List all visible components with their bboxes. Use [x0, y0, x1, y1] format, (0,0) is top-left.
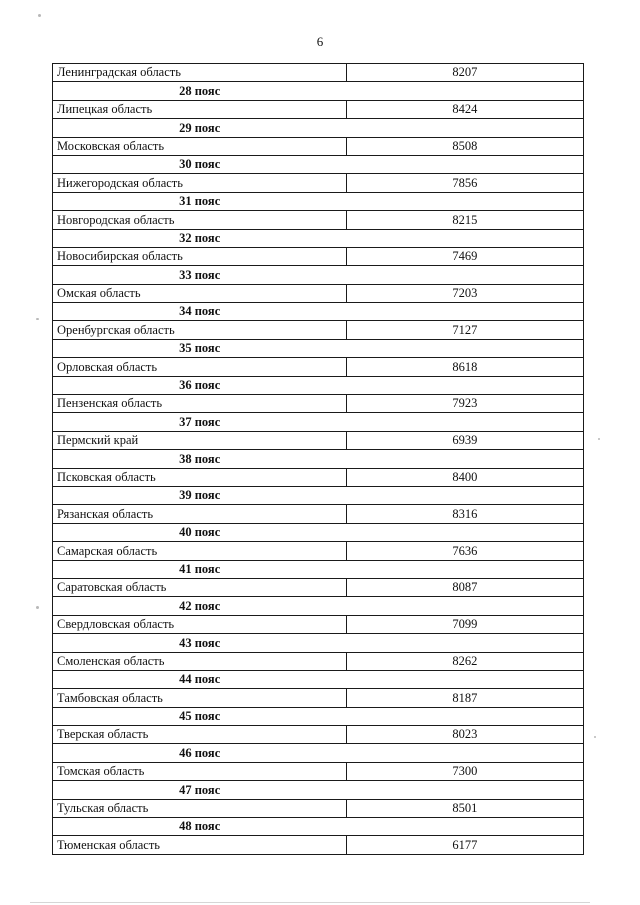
region-row — [53, 542, 584, 560]
region-value: 7127 — [346, 321, 583, 339]
zone-empty-cell — [346, 781, 583, 799]
zone-label: 37 пояс — [53, 413, 347, 431]
region-name: Орловская область — [53, 358, 347, 376]
scan-speck — [36, 318, 39, 320]
zone-empty-cell — [346, 597, 583, 615]
region-value: 7203 — [346, 284, 583, 302]
region-name: Омская область — [53, 284, 347, 302]
region-value: 8023 — [346, 726, 583, 744]
zone-label: 42 пояс — [53, 597, 347, 615]
page-number: 6 — [316, 34, 324, 49]
zone-empty-cell — [346, 744, 583, 762]
zone-empty-cell — [346, 818, 583, 836]
zone-empty-cell — [346, 376, 583, 394]
region-value: 7636 — [346, 542, 583, 560]
region-row — [53, 689, 584, 707]
region-value: 8087 — [346, 578, 583, 596]
region-name: Тюменская область — [53, 836, 347, 854]
zone-header-row — [53, 818, 584, 836]
scan-speck — [38, 14, 41, 17]
zone-label: 35 пояс — [53, 339, 347, 357]
region-name: Московская область — [53, 137, 347, 155]
zone-empty-cell — [346, 119, 583, 137]
region-name: Пермский край — [53, 431, 347, 449]
zone-header-row — [53, 744, 584, 762]
zone-label: 39 пояс — [53, 486, 347, 504]
region-value: 8187 — [346, 689, 583, 707]
zone-header-row — [53, 155, 584, 173]
region-row — [53, 652, 584, 670]
zone-header-row — [53, 303, 584, 321]
region-value: 8508 — [346, 137, 583, 155]
region-row — [53, 505, 584, 523]
table-body — [53, 64, 584, 855]
region-name: Ленинградская область — [53, 64, 347, 82]
region-value: 8207 — [346, 64, 583, 82]
region-value: 8501 — [346, 799, 583, 817]
zone-header-row — [53, 707, 584, 725]
region-value: 7099 — [346, 615, 583, 633]
region-value: 6939 — [346, 431, 583, 449]
region-row — [53, 615, 584, 633]
region-row — [53, 211, 584, 229]
region-row — [53, 174, 584, 192]
zone-header-row — [53, 634, 584, 652]
zone-label: 38 пояс — [53, 450, 347, 468]
region-row — [53, 247, 584, 265]
region-value: 8424 — [346, 100, 583, 118]
zone-header-row — [53, 339, 584, 357]
region-name: Саратовская область — [53, 578, 347, 596]
zone-label: 41 пояс — [53, 560, 347, 578]
zone-label: 46 пояс — [53, 744, 347, 762]
scan-speck — [594, 736, 596, 738]
zone-empty-cell — [346, 82, 583, 100]
zone-label: 36 пояс — [53, 376, 347, 394]
region-row — [53, 468, 584, 486]
region-value: 7923 — [346, 395, 583, 413]
zone-header-row — [53, 523, 584, 541]
region-value: 7300 — [346, 762, 583, 780]
region-value: 6177 — [346, 836, 583, 854]
region-row — [53, 836, 584, 854]
zone-header-row — [53, 192, 584, 210]
zone-empty-cell — [346, 155, 583, 173]
zone-label: 44 пояс — [53, 670, 347, 688]
region-name: Томская область — [53, 762, 347, 780]
zone-header-row — [53, 597, 584, 615]
region-name: Оренбургская область — [53, 321, 347, 339]
zone-header-row — [53, 82, 584, 100]
region-name: Пензенская область — [53, 395, 347, 413]
zone-empty-cell — [346, 486, 583, 504]
zone-empty-cell — [346, 634, 583, 652]
zone-header-row — [53, 486, 584, 504]
zone-header-row — [53, 670, 584, 688]
region-value: 7469 — [346, 247, 583, 265]
zone-label: 48 пояс — [53, 818, 347, 836]
zone-header-row — [53, 560, 584, 578]
zone-header-row — [53, 413, 584, 431]
region-name: Новгородская область — [53, 211, 347, 229]
zone-empty-cell — [346, 192, 583, 210]
zone-empty-cell — [346, 707, 583, 725]
region-row — [53, 726, 584, 744]
scan-edge-line — [30, 902, 590, 903]
region-row — [53, 284, 584, 302]
zone-label: 47 пояс — [53, 781, 347, 799]
region-row — [53, 799, 584, 817]
region-row — [53, 578, 584, 596]
region-value: 8618 — [346, 358, 583, 376]
zone-header-row — [53, 450, 584, 468]
zone-label: 28 пояс — [53, 82, 347, 100]
region-value: 8215 — [346, 211, 583, 229]
zone-empty-cell — [346, 339, 583, 357]
zone-empty-cell — [346, 229, 583, 247]
region-name: Тверская область — [53, 726, 347, 744]
zone-label: 29 пояс — [53, 119, 347, 137]
region-row — [53, 395, 584, 413]
zone-empty-cell — [346, 523, 583, 541]
region-value: 8262 — [346, 652, 583, 670]
zone-empty-cell — [346, 450, 583, 468]
zone-label: 34 пояс — [53, 303, 347, 321]
scan-speck — [598, 438, 600, 440]
region-value: 7856 — [346, 174, 583, 192]
zone-label: 31 пояс — [53, 192, 347, 210]
zone-label: 45 пояс — [53, 707, 347, 725]
region-name: Самарская область — [53, 542, 347, 560]
region-name: Новосибирская область — [53, 247, 347, 265]
region-name: Тульская область — [53, 799, 347, 817]
region-name: Липецкая область — [53, 100, 347, 118]
region-name: Тамбовская область — [53, 689, 347, 707]
zone-header-row — [53, 781, 584, 799]
zone-header-row — [53, 266, 584, 284]
zone-label: 32 пояс — [53, 229, 347, 247]
region-row — [53, 358, 584, 376]
region-name: Псковская область — [53, 468, 347, 486]
zone-label: 43 пояс — [53, 634, 347, 652]
zone-label: 40 пояс — [53, 523, 347, 541]
scan-speck — [36, 606, 39, 609]
zone-header-row — [53, 376, 584, 394]
region-row — [53, 762, 584, 780]
region-value: 8316 — [346, 505, 583, 523]
zone-salary-table — [52, 63, 584, 855]
region-name: Свердловская область — [53, 615, 347, 633]
zone-empty-cell — [346, 560, 583, 578]
region-row — [53, 137, 584, 155]
region-row — [53, 321, 584, 339]
zone-empty-cell — [346, 266, 583, 284]
region-name: Нижегородская область — [53, 174, 347, 192]
zone-empty-cell — [346, 413, 583, 431]
region-row — [53, 431, 584, 449]
region-row — [53, 100, 584, 118]
zone-empty-cell — [346, 303, 583, 321]
zone-label: 30 пояс — [53, 155, 347, 173]
region-name: Смоленская область — [53, 652, 347, 670]
zone-label: 33 пояс — [53, 266, 347, 284]
region-name: Рязанская область — [53, 505, 347, 523]
region-row — [53, 64, 584, 82]
region-value: 8400 — [346, 468, 583, 486]
zone-empty-cell — [346, 670, 583, 688]
zone-header-row — [53, 229, 584, 247]
zone-header-row — [53, 119, 584, 137]
